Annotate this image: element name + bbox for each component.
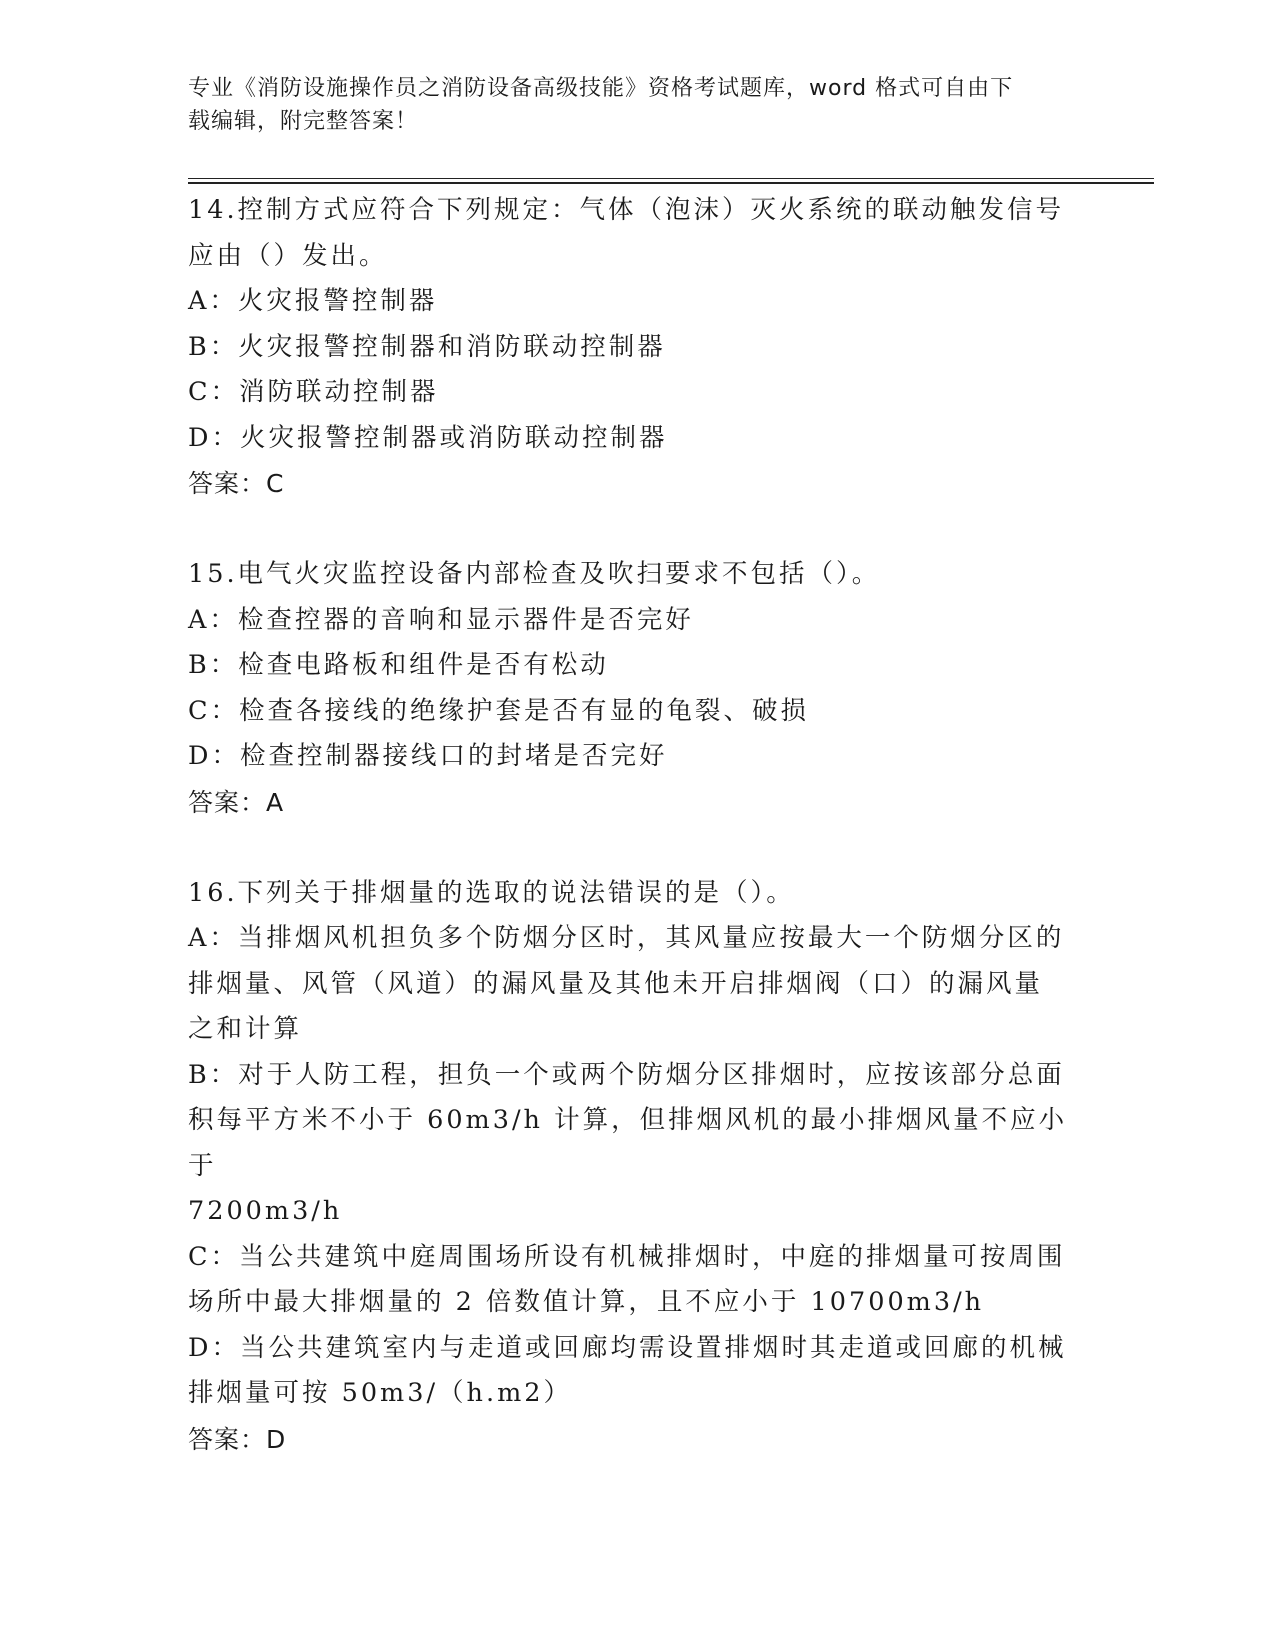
option-a: A：当排烟风机担负多个防烟分区时，其风量应按最大一个防烟分区的 [188, 923, 1065, 953]
option-d-continued: 排烟量可按 50m3/（h.m2） [188, 1378, 572, 1408]
question-stem: 14.控制方式应符合下列规定：气体（泡沫）灭火系统的联动触发信号 [188, 195, 1065, 225]
option-c: C：检查各接线的绝缘护套是否有显的龟裂、破损 [188, 695, 810, 726]
question-stem: 16.下列关于排烟量的选取的说法错误的是（）。 [188, 877, 795, 908]
option-b-continued: 7200m3/h [188, 1196, 343, 1226]
option-a-continued: 之和计算 [188, 1014, 303, 1044]
option-d: D：当公共建筑室内与走道或回廊均需设置排烟时其走道或回廊的机械 [188, 1332, 1067, 1363]
question-14 [188, 188, 1078, 507]
option-c: C：消防联动控制器 [188, 377, 439, 407]
question-16 [188, 871, 1078, 1463]
option-c: C：当公共建筑中庭周围场所设有机械排烟时，中庭的排烟量可按周围 [188, 1241, 1066, 1272]
question-list [188, 188, 1078, 1508]
answer-label: 答案：A [188, 787, 285, 817]
header-divider [188, 182, 1154, 184]
document-header [188, 72, 1068, 138]
answer-label: 答案：C [188, 469, 285, 498]
answer-label: 答案：D [188, 1424, 287, 1454]
option-d: D：检查控制器接线口的封堵是否完好 [188, 741, 668, 771]
option-b: B：对于人防工程，担负一个或两个防烟分区排烟时，应按该部分总面 [188, 1059, 1065, 1090]
question-15 [188, 552, 1078, 825]
option-d: D：火灾报警控制器或消防联动控制器 [188, 422, 668, 453]
option-b: B：检查电路板和组件是否有松动 [188, 650, 609, 680]
header-divider [188, 178, 1154, 179]
question-stem: 15.电气火灾监控设备内部检查及吹扫要求不包括（）。 [188, 559, 881, 589]
header-line: 专业《消防设施操作员之消防设备高级技能》资格考试题库，word 格式可自由下 [188, 76, 1014, 101]
option-b-continued: 积每平方米不小于 60m3/h 计算，但排烟风机的最小排烟风量不应小于 [188, 1105, 1068, 1181]
question-stem: 应由（）发出。 [188, 240, 388, 271]
option-a: A：火灾报警控制器 [188, 286, 438, 316]
option-a-continued: 排烟量、风管（风道）的漏风量及其他未开启排烟阀（口）的漏风量 [188, 968, 1044, 999]
option-b: B：火灾报警控制器和消防联动控制器 [188, 331, 666, 362]
header-line: 载编辑，附完整答案！ [188, 109, 419, 134]
option-c-continued: 场所中最大排烟量的 2 倍数值计算，且不应小于 10700m3/h [188, 1287, 985, 1317]
option-a: A：检查控器的音响和显示器件是否完好 [188, 604, 694, 635]
